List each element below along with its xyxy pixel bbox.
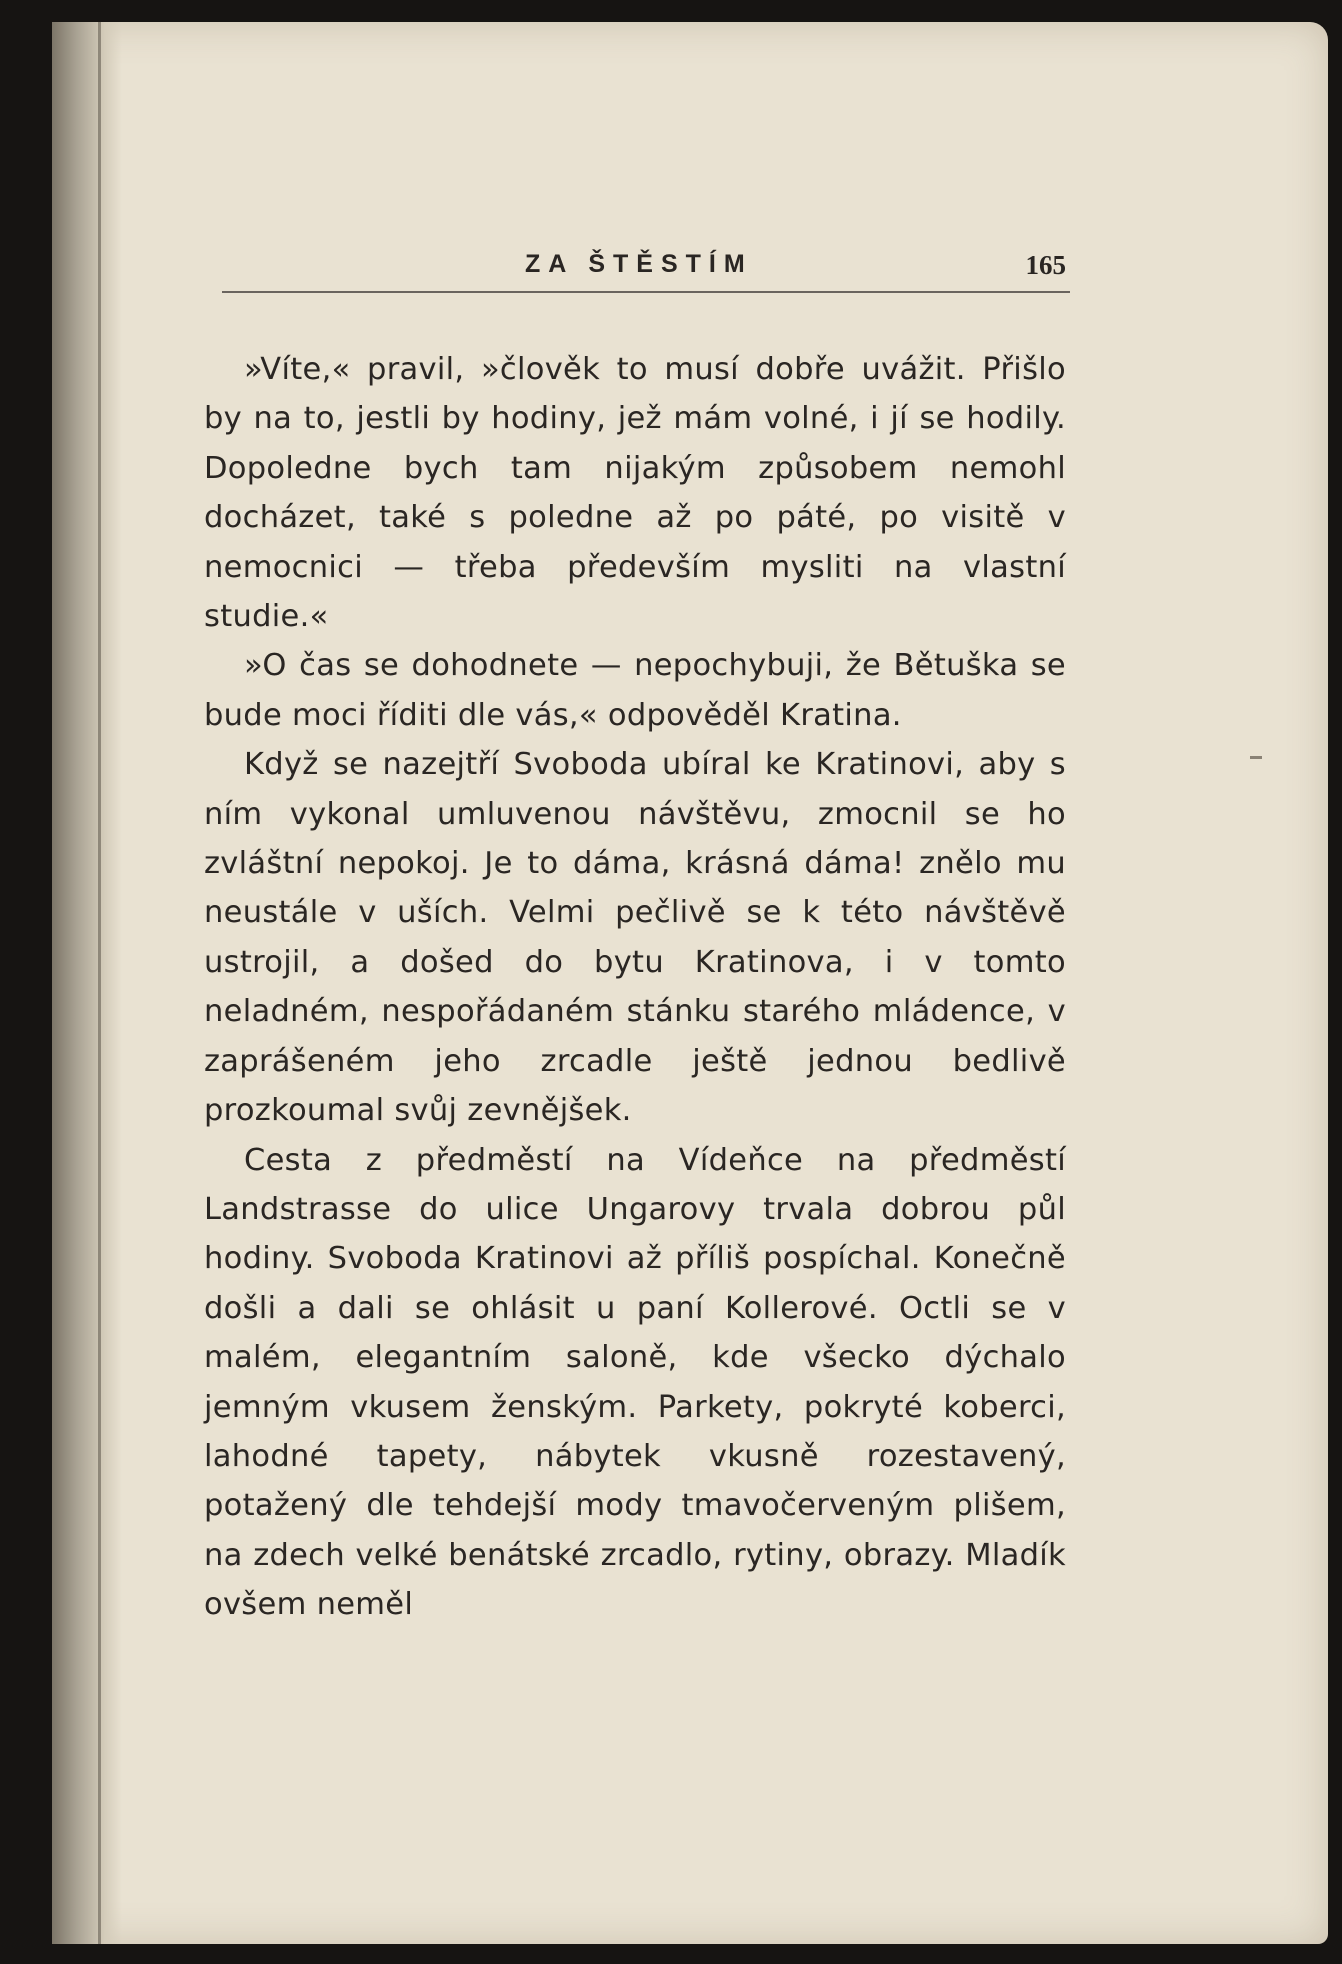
paragraph: »Víte,« pravil, »člověk to musí dobře uvážit. Přišlo by na to, jestli by hodiny, jež mám volné, i jí se hodily. Dopoledne bych tam nijakým způsobem nemohl docházet, také s poledne až po páté, po visitě v nemocnici — třeba především mysliti na vlastní studie.« <box>204 352 1066 635</box>
paragraph: Když se nazejtří Svoboda ubíral ke Kratinovi, aby s ním vykonal umluvenou návštěvu, zmocnil se ho zvláštní nepokoj. Je to dáma, krásná dáma! znělo mu neustále v uších. Velmi pečlivě se k této návštěvě ustrojil, a došed do bytu Kratinova, i v tomto neladném, nespořádaném stánku starého mládence, v zaprášeném jeho zrcadle ještě jednou bedlivě prozkoumal svůj zevnějšek. <box>204 747 1066 1129</box>
binding-fold-line <box>98 22 101 1944</box>
page-header <box>222 248 1070 288</box>
body-text <box>204 345 1066 1630</box>
header-rule <box>222 291 1070 293</box>
page-gutter-shadow <box>52 22 122 1944</box>
paragraph: Cesta z předměstí na Vídeňce na předměstí Landstrasse do ulice Ungarovy trvala dobrou půl hodiny. Svoboda Kratinovi až příliš pospíchal. Konečně došli a dali se ohlásit u paní Kollerové. Octli se v malém, elegantním saloně, kde všecko dýchalo jemným vkusem ženským. Parkety, pokryté koberci, lahodné tapety, nábytek vkusně rozestavený, potažený dle tehdejší mody tmavočerveným plišem, na zdech velké benátské zrcadlo, rytiny, obrazy. Mladík ovšem neměl <box>204 1142 1066 1623</box>
running-title: ZA ŠTĚSTÍM <box>525 250 753 278</box>
paragraph: »O čas se dohodnete — nepochybuji, že Bětuška se bude moci říditi dle vás,« odpověděl Kratina. <box>204 648 1066 733</box>
page-number: 165 <box>1025 250 1066 280</box>
margin-mark <box>1250 756 1262 759</box>
